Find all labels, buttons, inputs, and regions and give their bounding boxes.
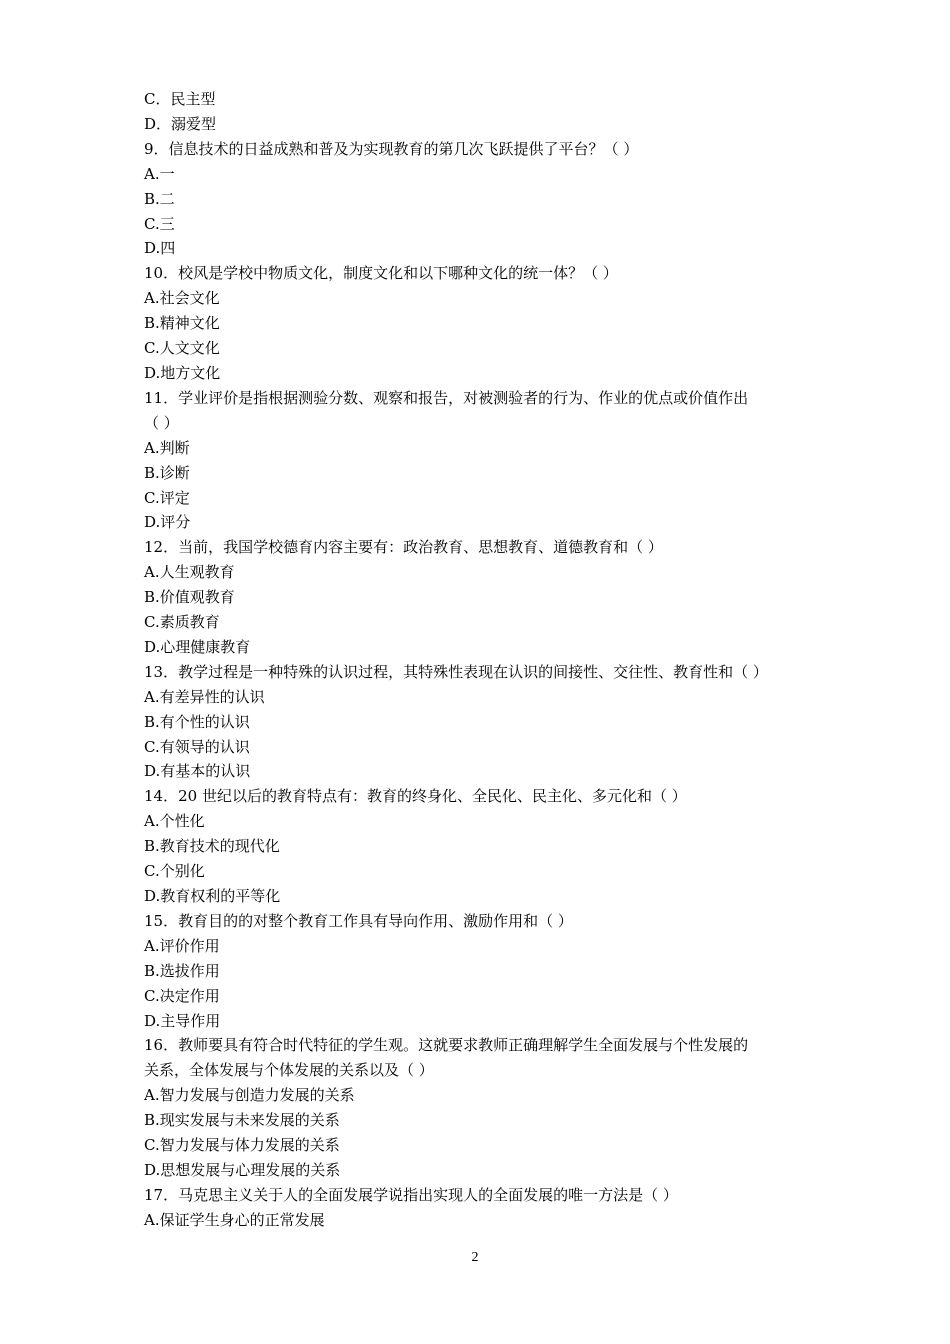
- text-line: D.地方文化: [144, 363, 221, 382]
- text-line: A.一: [144, 164, 175, 183]
- text-line: 11．学业评价是指根据测验分数、观察和报告，对被测验者的行为、作业的优点或价值作出: [144, 388, 749, 407]
- text-line: 9．信息技术的日益成熟和普及为实现教育的第几次飞跃提供了平台？（ ）: [144, 139, 639, 158]
- text-line: A.评价作用: [144, 936, 220, 955]
- text-line: 10．校风是学校中物质文化，制度文化和以下哪种文化的统一体？（ ）: [144, 264, 618, 283]
- text-line: 17．马克思主义关于人的全面发展学说指出实现人的全面发展的唯一方法是（ ）: [144, 1185, 678, 1204]
- text-line: D．溺爱型: [144, 114, 217, 133]
- text-line: B.选拔作用: [144, 961, 220, 980]
- text-line: C.评定: [144, 488, 190, 507]
- text-line: （ ）: [144, 413, 179, 432]
- text-line: 13．教学过程是一种特殊的认识过程，其特殊性表现在认识的间接性、交往性、教育性和（ ）: [144, 662, 768, 681]
- text-line: A.个性化: [144, 812, 205, 831]
- text-line: 16．教师要具有符合时代特征的学生观。这就要求教师正确理解学生全面发展与个性发展的: [144, 1036, 749, 1055]
- text-line: D.思想发展与心理发展的关系: [144, 1160, 341, 1179]
- text-line: B.现实发展与未来发展的关系: [144, 1111, 340, 1130]
- text-line: A.判断: [144, 438, 190, 457]
- text-line: D.有基本的认识: [144, 762, 251, 781]
- text-line: B.价值观教育: [144, 588, 235, 607]
- text-line: D.心理健康教育: [144, 637, 251, 656]
- text-line: C.决定作用: [144, 986, 220, 1005]
- text-line: C.智力发展与体力发展的关系: [144, 1136, 340, 1155]
- text-line: A.智力发展与创造力发展的关系: [144, 1086, 355, 1105]
- text-line: A.人生观教育: [144, 563, 235, 582]
- text-line: A.社会文化: [144, 289, 220, 308]
- text-line: B.精神文化: [144, 314, 220, 333]
- text-line: B.二: [144, 189, 175, 208]
- text-line: 15．教育目的的对整个教育工作具有导向作用、激励作用和（ ）: [144, 911, 573, 930]
- text-line: C.三: [144, 214, 175, 233]
- text-line: A.有差异性的认识: [144, 687, 265, 706]
- text-line: 关系，全体发展与个体发展的关系以及（ ）: [144, 1061, 434, 1080]
- text-line: C．民主型: [144, 90, 216, 108]
- text-line: D.四: [144, 239, 176, 258]
- question-text-block: [144, 87, 814, 1233]
- text-line: B.诊断: [144, 463, 190, 482]
- text-line: D.教育权利的平等化: [144, 887, 281, 905]
- text-line: D.主导作用: [144, 1011, 221, 1030]
- text-line: C.素质教育: [144, 613, 220, 632]
- text-line: 14．20 世纪以后的教育特点有：教育的终身化、全民化、民主化、多元化和（ ）: [144, 787, 687, 806]
- text-line: C.个别化: [144, 862, 205, 881]
- text-line: C.人文文化: [144, 339, 220, 358]
- text-line: A.保证学生身心的正常发展: [144, 1210, 325, 1229]
- text-line: 12．当前，我国学校德育内容主要有：政治教育、思想教育、道德教育和（ ）: [144, 538, 663, 557]
- text-line: B.教育技术的现代化: [144, 837, 280, 856]
- page-number: 2: [471, 1250, 479, 1265]
- text-line: C.有领导的认识: [144, 737, 250, 756]
- text-line: B.有个性的认识: [144, 712, 250, 731]
- text-line: D.评分: [144, 513, 191, 532]
